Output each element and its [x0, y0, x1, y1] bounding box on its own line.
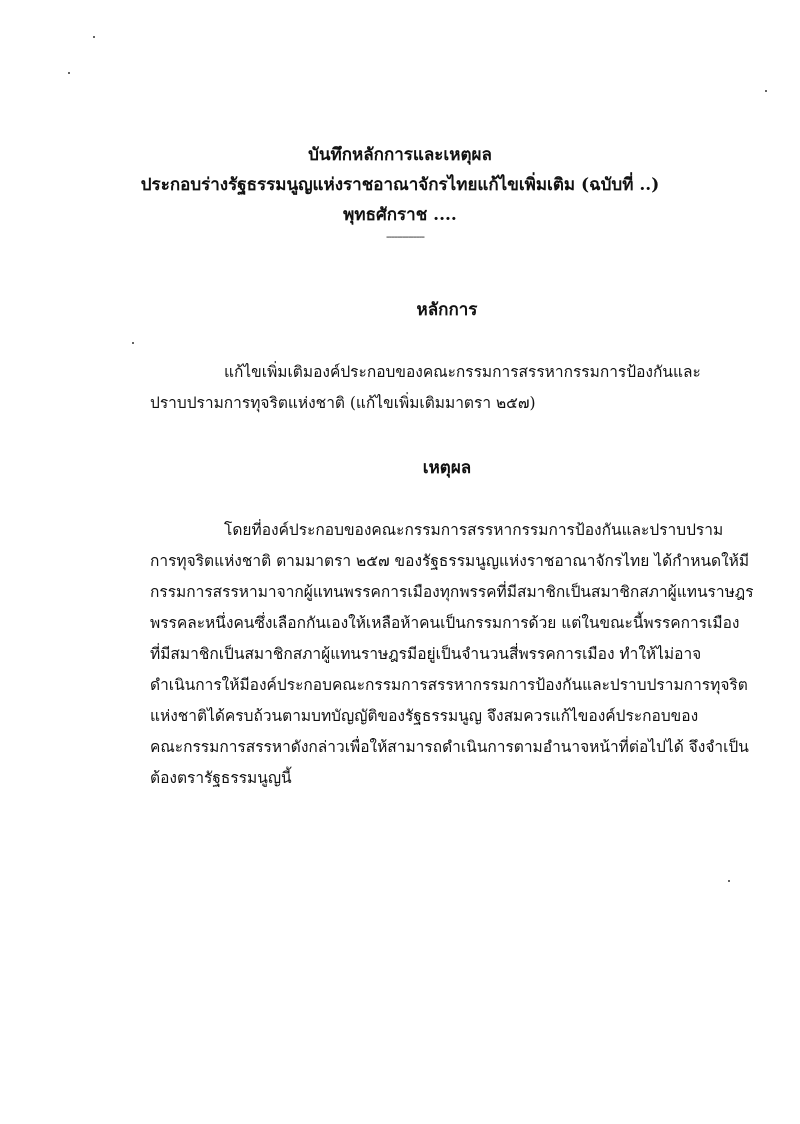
document-title — [0, 140, 800, 244]
reason-line: ที่มีสมาชิกเป็นสมาชิกสภาผู้แทนราษฎรมีอยู่เป็นจำนวนสี่พรรคการเมือง ทำให้ไม่อาจ — [150, 645, 702, 663]
reason-line: แห่งชาติได้ครบถ้วนตามบทบัญญัติของรัฐธรรมนูญ จึงสมควรแก้ไของค์ประกอบของ — [150, 707, 699, 725]
scan-speck — [93, 36, 95, 38]
reason-line: ดำเนินการให้มีองค์ประกอบคณะกรรมการสรรหากรรมการป้องกันและปราบปรามการทุจริต — [150, 676, 748, 694]
reason-line: พรรคละหนึ่งคนซึ่งเลือกกันเองให้เหลือห้าคนเป็นกรรมการด้วย แต่ในขณะนี้พรรคการเมือง — [150, 614, 740, 632]
title-line-1: บันทึกหลักการและเหตุผล — [308, 145, 492, 165]
scan-speck — [765, 90, 767, 92]
principle-heading: หลักการ — [416, 300, 478, 320]
reason-line: ต้องตรารัฐธรรมนูญนี้ — [150, 769, 292, 787]
scan-speck — [132, 342, 134, 344]
reason-line: การทุจริตแห่งชาติ ตามมาตรา ๒๕๗ ของรัฐธรรมนูญแห่งราชอาณาจักรไทย ได้กำหนดให้มี — [150, 552, 750, 570]
title-line-2: ประกอบร่างรัฐธรรมนูญแห่งราชอาณาจักรไทยแก้ไขเพิ่มเติม (ฉบับที่ ..) — [140, 175, 660, 195]
reason-line: กรรมการสรรหามาจากผู้แทนพรรคการเมืองทุกพรรคที่มีสมาชิกเป็นสมาชิกสภาผู้แทนราษฎร — [150, 583, 754, 601]
principle-line: ปราบปรามการทุจริตแห่งชาติ (แก้ไขเพิ่มเติมมาตรา ๒๕๗) — [150, 394, 536, 412]
title-divider: -------------- — [385, 230, 425, 243]
scan-speck — [728, 880, 730, 882]
principle-paragraph — [150, 357, 750, 419]
principle-line: แก้ไขเพิ่มเติมองค์ประกอบของคณะกรรมการสรรหากรรมการป้องกันและ — [224, 363, 701, 381]
reason-line: โดยที่องค์ประกอบของคณะกรรมการสรรหากรรมการป้องกันและปราบปราม — [224, 521, 724, 539]
reason-heading: เหตุผล — [422, 458, 472, 478]
scan-speck — [68, 72, 70, 74]
reason-paragraph — [150, 515, 754, 794]
reason-line: คณะกรรมการสรรหาดังกล่าวเพื่อให้สามารถดำเนินการตามอำนาจหน้าที่ต่อไปได้ จึงจำเป็น — [150, 738, 749, 756]
title-line-3: พุทธศักราช .... — [343, 205, 457, 225]
